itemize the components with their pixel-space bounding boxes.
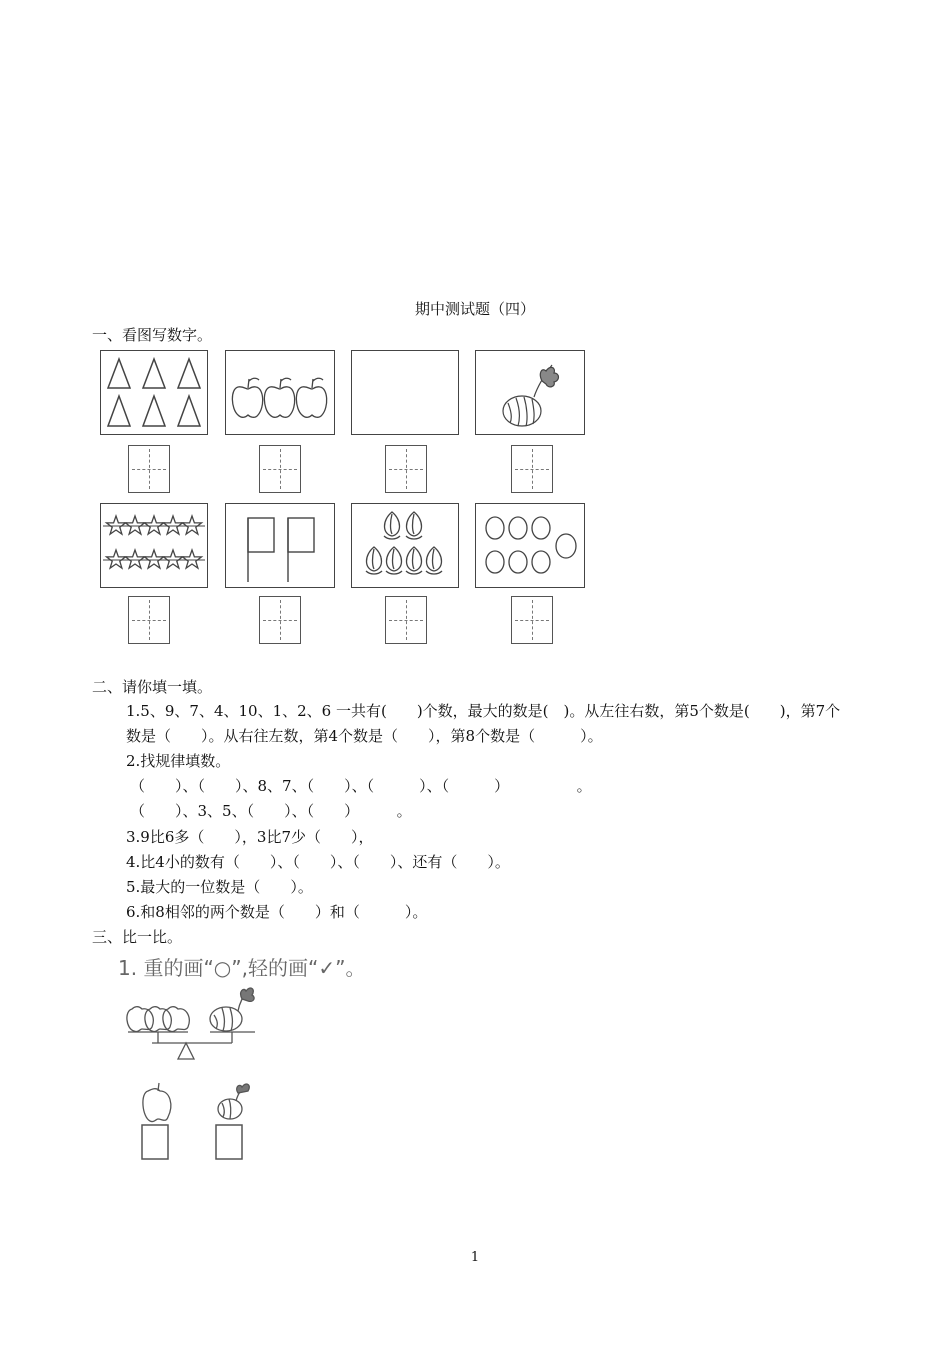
answer-box-6[interactable] [259, 596, 301, 644]
question-line: 数是（ ）。从右往左数，第4个数是（ ），第8个数是（ ）。 [126, 727, 603, 745]
peaches-icon [352, 504, 458, 587]
picture-box-empty [351, 350, 459, 435]
picture-box-ovals [475, 503, 585, 588]
section3-subtitle: 1. 重的画“○”,轻的画“✓”。 [118, 956, 366, 980]
picture-box-flags [225, 503, 335, 588]
picture-box-triangles [100, 350, 208, 435]
page-title: 期中测试题（四） [414, 300, 535, 318]
answer-box-7[interactable] [385, 596, 427, 644]
question-line: 5.最大的一位数是（ ）。 [126, 878, 313, 896]
answer-box-4[interactable] [511, 445, 553, 493]
ovals-icon [476, 504, 584, 587]
question-line: 3.9比6多（ ），3比7少（ ）， [126, 828, 374, 846]
flags-icon [226, 504, 334, 587]
picture-box-peaches [351, 503, 459, 588]
answer-box-1[interactable] [128, 445, 170, 493]
section2-heading: 二、请你填一填。 [92, 678, 213, 696]
apples-icon [226, 351, 334, 434]
stars-icon [101, 504, 207, 587]
picture-box-watermelon [475, 350, 585, 435]
question-line: 6.和8相邻的两个数是（ ）和（ ）。 [126, 903, 428, 921]
question-line: 4.比4小的数有（ ）、（ ）、（ ）、还有（ ）。 [126, 853, 510, 871]
question-line: （ ）、（ ）、8、7、（ ）、（ ）、（ ） 。 [130, 777, 592, 795]
section3-heading: 三、比一比。 [92, 928, 183, 946]
question-line: 1.5、9、7、4、10、1、2、6 一共有( )个数，最大的数是( )。从左往右数，第5个数是( )，第7个 [126, 702, 841, 720]
balance-scale-illustration [120, 985, 320, 1165]
answer-box-2[interactable] [259, 445, 301, 493]
answer-box-8[interactable] [511, 596, 553, 644]
page-number: 1 [470, 1250, 480, 1265]
question-line: 2.找规律填数。 [126, 752, 231, 770]
question-line: （ ）、3、5、（ ）、（ ） 。 [130, 802, 412, 820]
section1-heading: 一、看图写数字。 [92, 326, 213, 344]
answer-box-5[interactable] [128, 596, 170, 644]
picture-box-apples [225, 350, 335, 435]
picture-box-stars [100, 503, 208, 588]
watermelon-icon [476, 351, 584, 434]
answer-box-3[interactable] [385, 445, 427, 493]
triangles-icon [101, 351, 207, 434]
